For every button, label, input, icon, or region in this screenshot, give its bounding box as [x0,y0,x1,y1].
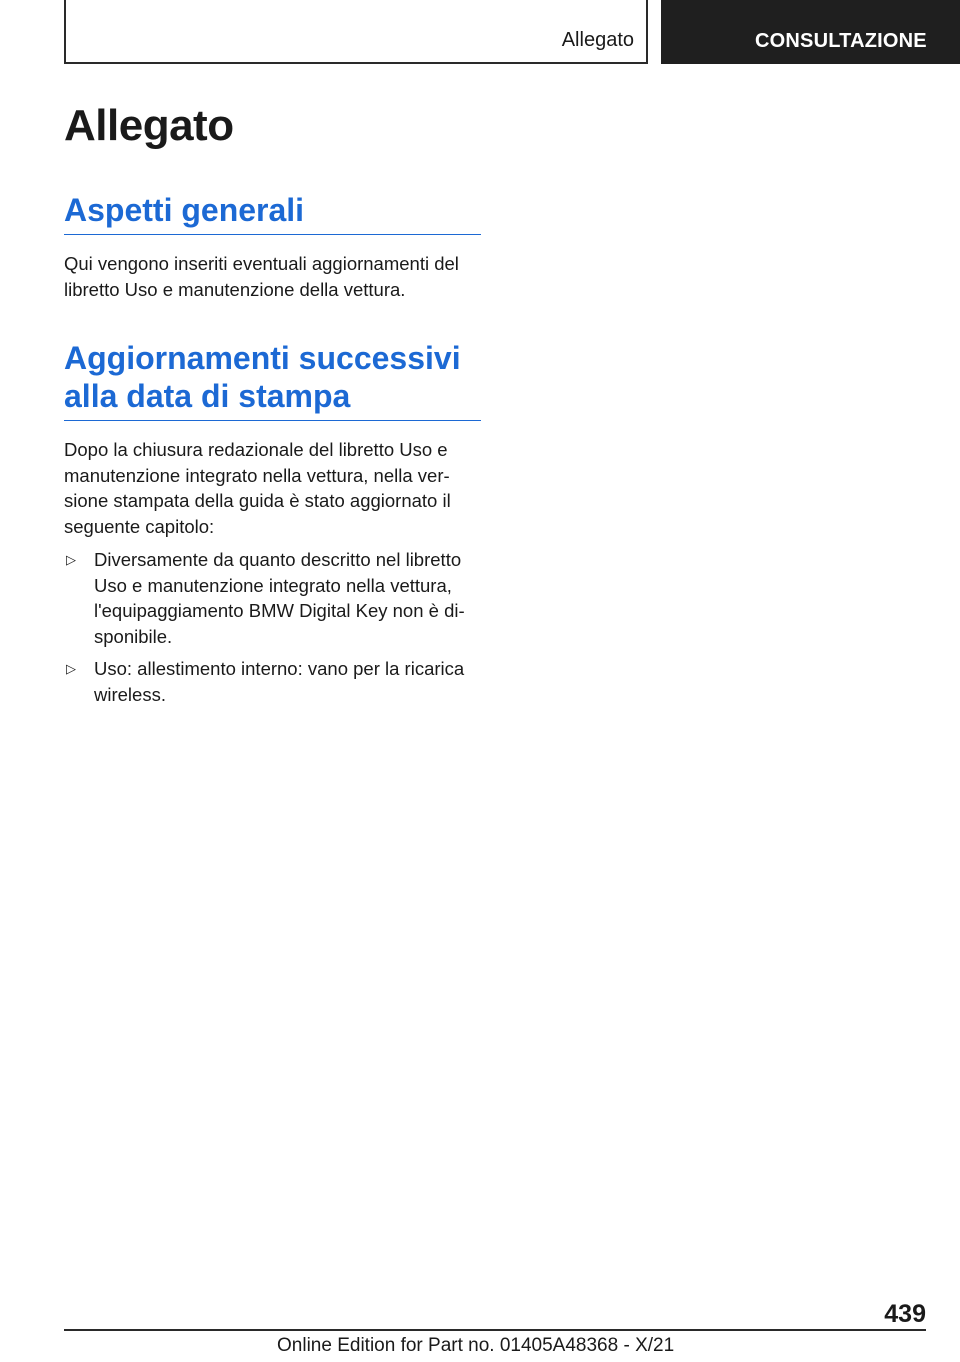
header-section-box [64,0,648,64]
page-title: Allegato [64,101,234,150]
section-paragraph: Dopo la chiusura redazionale del libretto Uso e manutenzione integrato nella vettura, nella versione stampata della guida è stato aggiornato il seguente capitolo: [64,439,451,537]
triangle-bullet-icon: ▷ [66,661,76,676]
section-heading: Aggiornamenti successivi alla data di stampa [64,339,481,421]
section-heading: Aspetti generali [64,191,481,235]
section-paragraph: Qui vengono inseriti eventuali aggiornamenti del libretto Uso e manutenzione della vettura. [64,253,459,300]
section-general [64,191,481,302]
list-item-text: Uso: allestimento interno: vano per la ricarica wireless. [94,658,465,705]
list-item [64,547,481,649]
header-chapter-label: CONSULTAZIONE [755,30,927,52]
section-updates [64,339,481,707]
triangle-bullet-icon: ▷ [66,552,76,567]
page-number: 439 [884,1300,926,1328]
bullet-list [64,547,481,707]
list-item [64,656,481,707]
footer-divider [64,1329,926,1331]
header-chapter-tab [661,0,960,64]
list-item-text: Diversamente da quanto descritto nel libretto Uso e manutenzione integrato nella vettura, l'equipaggiamento BMW Digital Key non è disponibile. [94,549,465,647]
main-content [64,98,481,714]
footer-edition-text: Online Edition for Part no. 01405A48368 - X/21 [277,1335,675,1356]
header-section-label: Allegato [561,29,634,51]
